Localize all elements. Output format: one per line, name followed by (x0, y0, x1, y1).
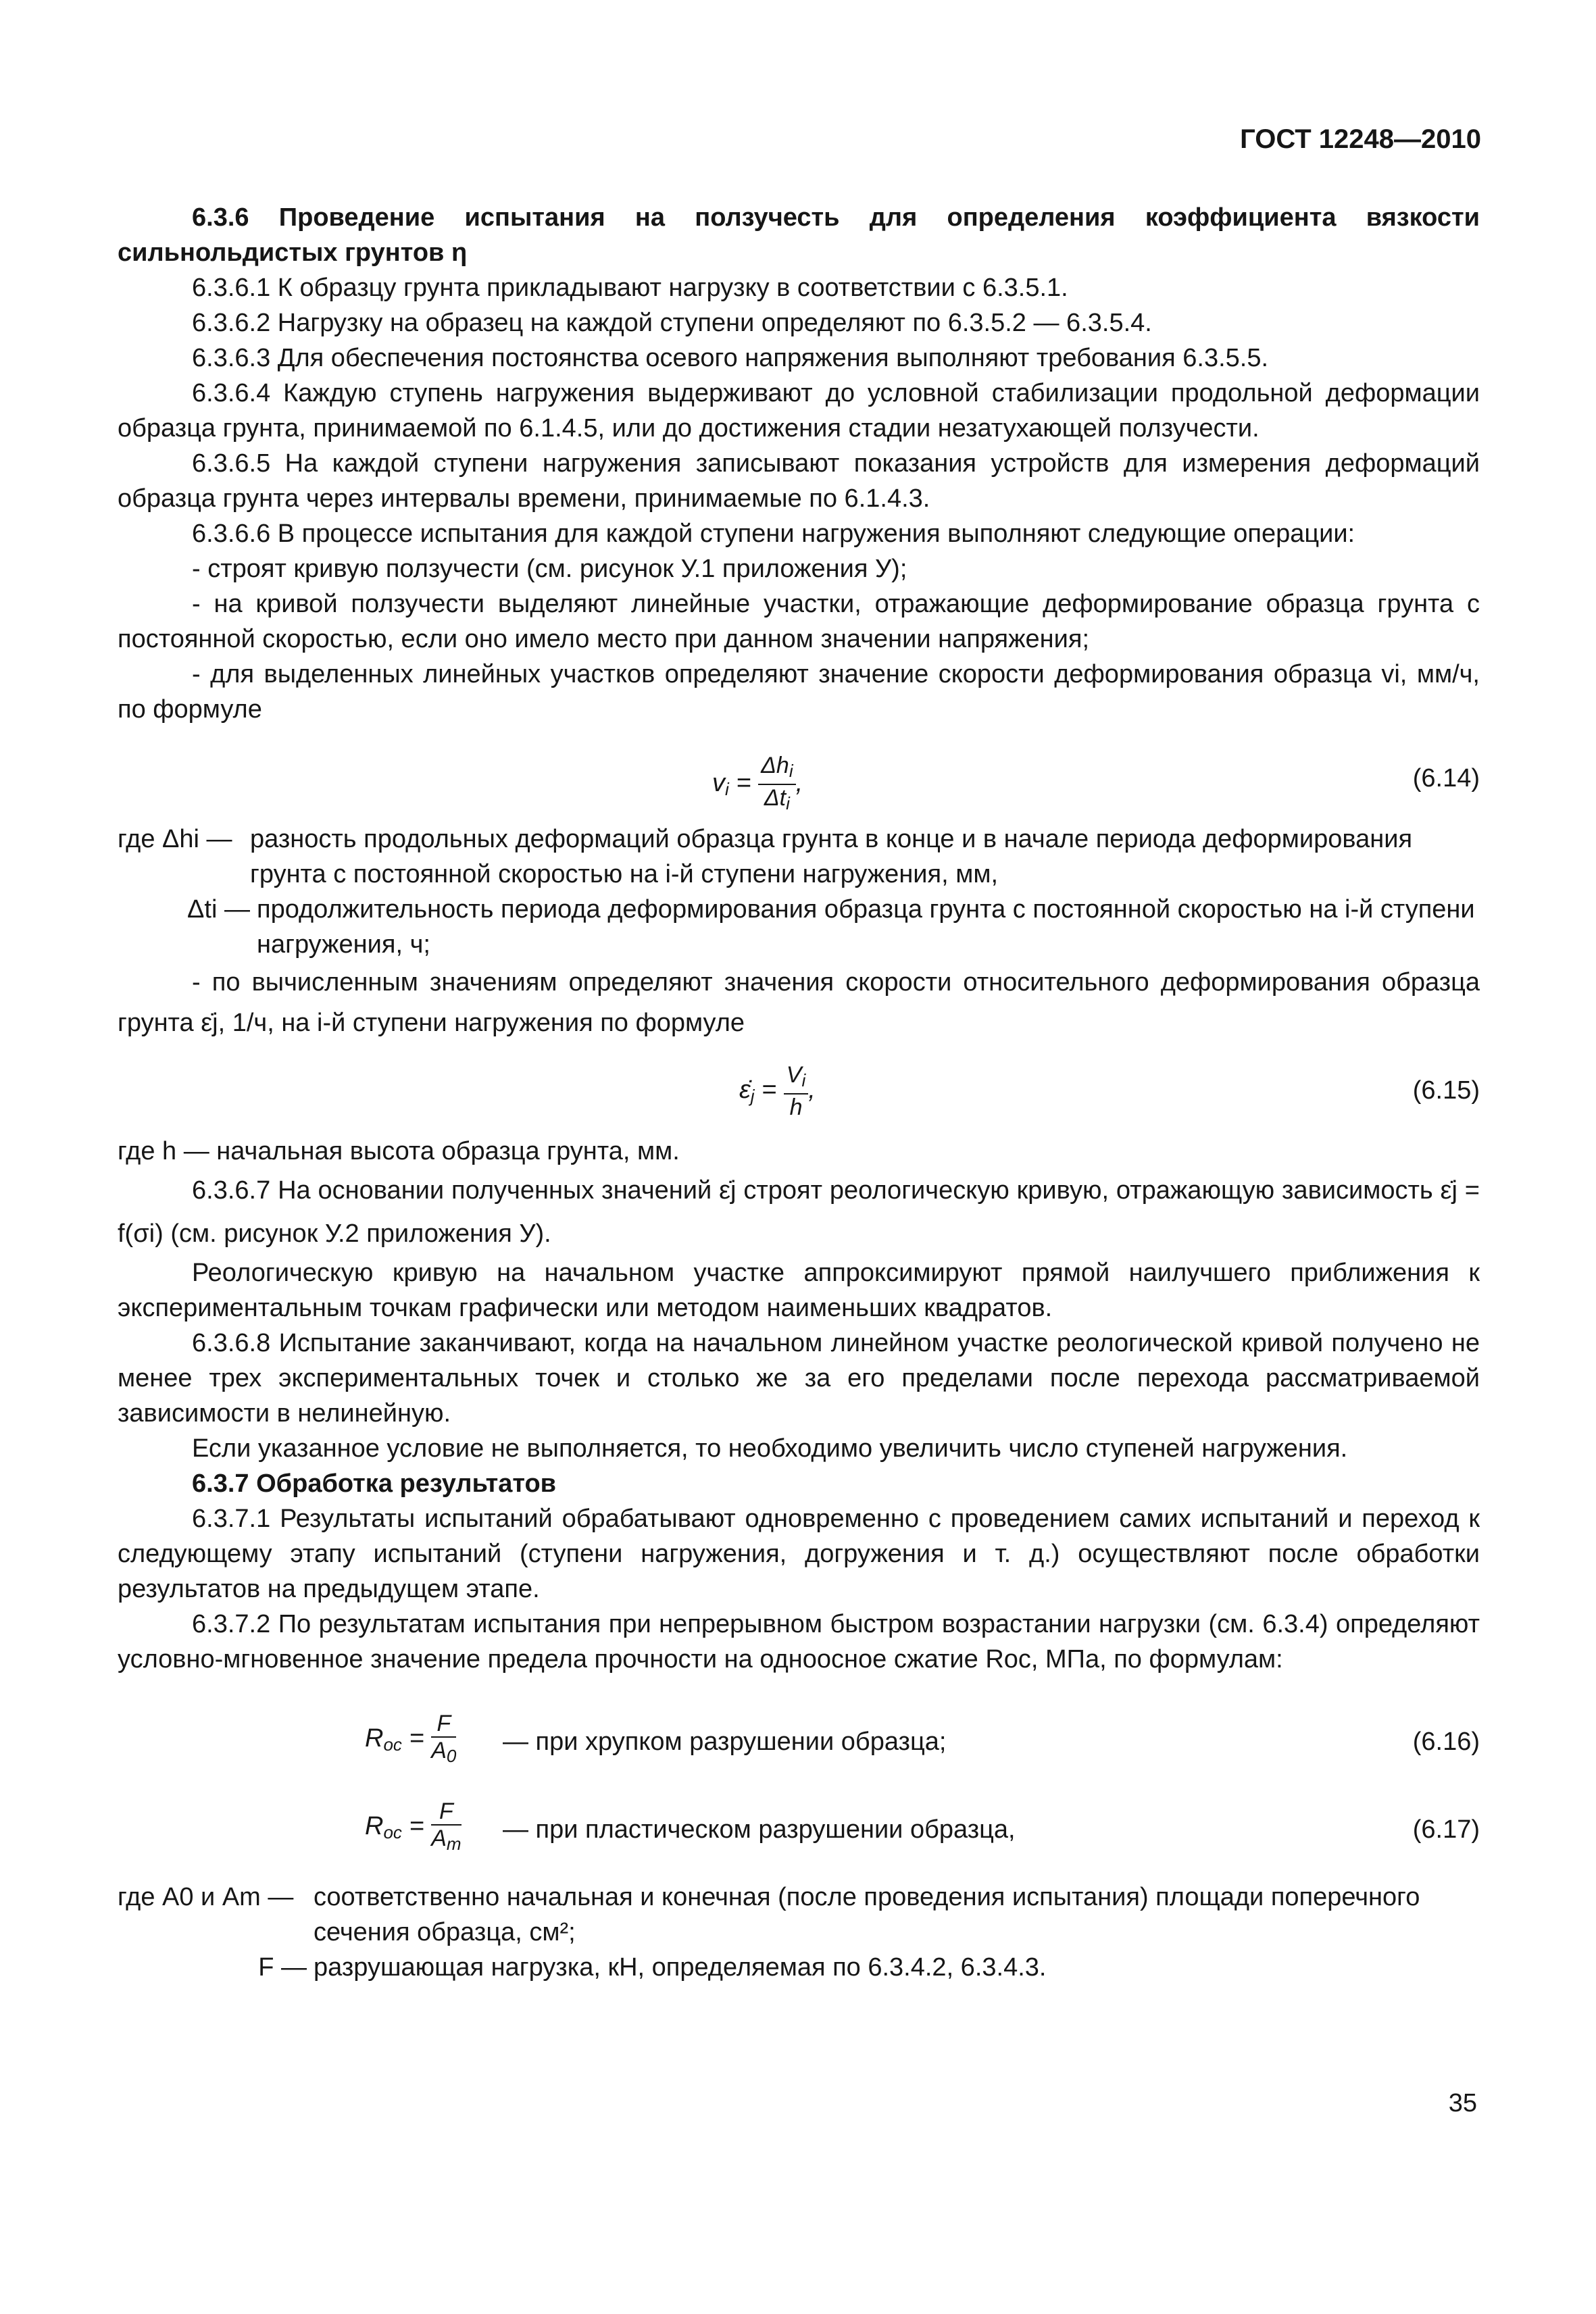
formula-6-14 (118, 740, 1480, 822)
page-number: 35 (1448, 2089, 1477, 2117)
definition-body: соответственно начальная и конечная (после проведения испытания) площади поперечного сечения образца, см²; (314, 1883, 1420, 1946)
formula-6-14-expr: $v_i$ = $\frac{\Delta h_i}{\Delta t_i}$ , (712, 753, 803, 813)
formula-number: (6.17) (1412, 1815, 1480, 1844)
formula-number: (6.16) (1412, 1728, 1480, 1756)
paragraph: 6.3.6.5 На каждой ступени нагружения записывают показания устройств для измерения деформаций образца грунта через интервалы времени, принимаемые по 6.1.4.3. (118, 449, 1480, 513)
paragraph: Если указанное условие не выполняется, то необходимо увеличить число ступеней нагружения. (192, 1434, 1348, 1463)
definition-body: разрушающая нагрузка, кН, определяемая по 6.3.4.2, 6.3.4.3. (314, 1953, 1047, 1982)
paragraph: 6.3.6.2 Нагрузку на образец на каждой ступени определяют по 6.3.5.2 — 6.3.5.4. (192, 309, 1152, 337)
document-header: ГОСТ 12248—2010 (1240, 124, 1481, 154)
definition-term: где A0 и Am — (118, 1883, 294, 1911)
definition-term: где Δhi — (118, 825, 232, 853)
paragraph: где h — начальная высота образца грунта, мм. (118, 1137, 680, 1165)
definition-body: продолжительность периода деформирования образца грунта с постоянной скоростью на i-й ступени нагружения, ч; (257, 895, 1475, 959)
paragraph: 6.3.7.1 Результаты испытаний обрабатывают одновременно с проведением самих испытаний и переход к следующему этапу испытаний (ступени нагружения, догружения и т. д.) осуществляют после обработки результатов на предыдущем этапе. (118, 1505, 1480, 1603)
formula-6-15 (118, 1053, 1480, 1134)
formula-number: (6.15) (1412, 1076, 1480, 1105)
formula-6-17 (118, 1792, 1480, 1880)
definition-body: разность продольных деформаций образца грунта в конце и в начале периода деформирования грунта с постоянной скоростью на i-й ступени нагружения, мм, (250, 825, 1413, 888)
paragraph: 6.3.6.6 В процессе испытания для каждой ступени нагружения выполняют следующие операции: (192, 520, 1355, 548)
formula-6-17-expr: $R_{oc}$ = $\frac{F}{A_m}$ (365, 1799, 462, 1854)
definition-force (118, 1950, 1480, 1985)
paragraph: 6.3.7.2 По результатам испытания при непрерывном быстром возрастании нагрузки (см. 6.3.4) определяют условно-мгновенное значение предела прочности на одноосное сжатие Roc, МПа, по формулам: (118, 1610, 1480, 1674)
definition-term: F — (258, 1953, 307, 1982)
formula-6-16-expr: $R_{oc}$ = $\frac{F}{A_0}$ (365, 1711, 457, 1766)
list-item: - на кривой ползучести выделяют линейные участки, отражающие деформирование образца грунта с постоянной скоростью, если оно имело место при данном значении напряжения; (118, 590, 1480, 653)
paragraph: 6.3.6.1 К образцу грунта прикладывают нагрузку в соответствии с 6.3.5.1. (192, 274, 1068, 302)
paragraph: 6.3.6.3 Для обеспечения постоянства осевого напряжения выполняют требования 6.3.5.5. (192, 344, 1269, 372)
list-item: - для выделенных линейных участков определяют значение скорости деформирования образца vi, мм/ч, по формуле (118, 660, 1480, 724)
section-title-6-3-7: 6.3.7 Обработка результатов (192, 1469, 557, 1498)
definition-areas (118, 1880, 1480, 1950)
formula-6-17-text: — при пластическом разрушении образца, (503, 1815, 1016, 1844)
definition-delta-t (118, 892, 1480, 962)
formula-6-16-text: — при хрупком разрушении образца; (503, 1728, 947, 1756)
list-item: - по вычисленным значениям определяют значения скорости относительного деформирования образца грунта ε̇j, 1/ч, на i-й ступени нагружения по формуле (118, 968, 1480, 1037)
paragraph: 6.3.6.7 На основании полученных значений ε̇j строят реологическую кривую, отражающую зависимость ε̇j = f(σi) (см. рисунок У.2 приложения У). (118, 1176, 1480, 1248)
formula-6-16 (118, 1697, 1480, 1792)
definition-term: Δti — (187, 895, 250, 924)
definition-delta-h (118, 822, 1480, 892)
paragraph: 6.3.6.4 Каждую ступень нагружения выдерживают до условной стабилизации продольной деформации образца грунта, принимаемой по 6.1.4.5, или до достижения стадии незатухающей ползучести. (118, 379, 1480, 443)
section-title-6-3-6: 6.3.6 Проведение испытания на ползучесть для определения коэффициента вязкости сильнольдистых грунтов η (118, 203, 1480, 267)
list-item: - строят кривую ползучести (см. рисунок У.1 приложения У); (192, 555, 907, 583)
formula-6-15-expr: $\varepsiloṅ_j$ = $\frac{V_i}{h}$ , (739, 1062, 816, 1120)
formula-number: (6.14) (1412, 764, 1480, 793)
document-body (118, 200, 1480, 1985)
paragraph: 6.3.6.8 Испытание заканчивают, когда на начальном линейном участке реологической кривой получено не менее трех экспериментальных точек и столько же за его пределами после перехода рассматриваемой зависимости в нелинейную. (118, 1329, 1480, 1428)
paragraph: Реологическую кривую на начальном участке аппроксимируют прямой наилучшего приближения к экспериментальным точкам графически или методом наименьших квадратов. (118, 1259, 1480, 1322)
